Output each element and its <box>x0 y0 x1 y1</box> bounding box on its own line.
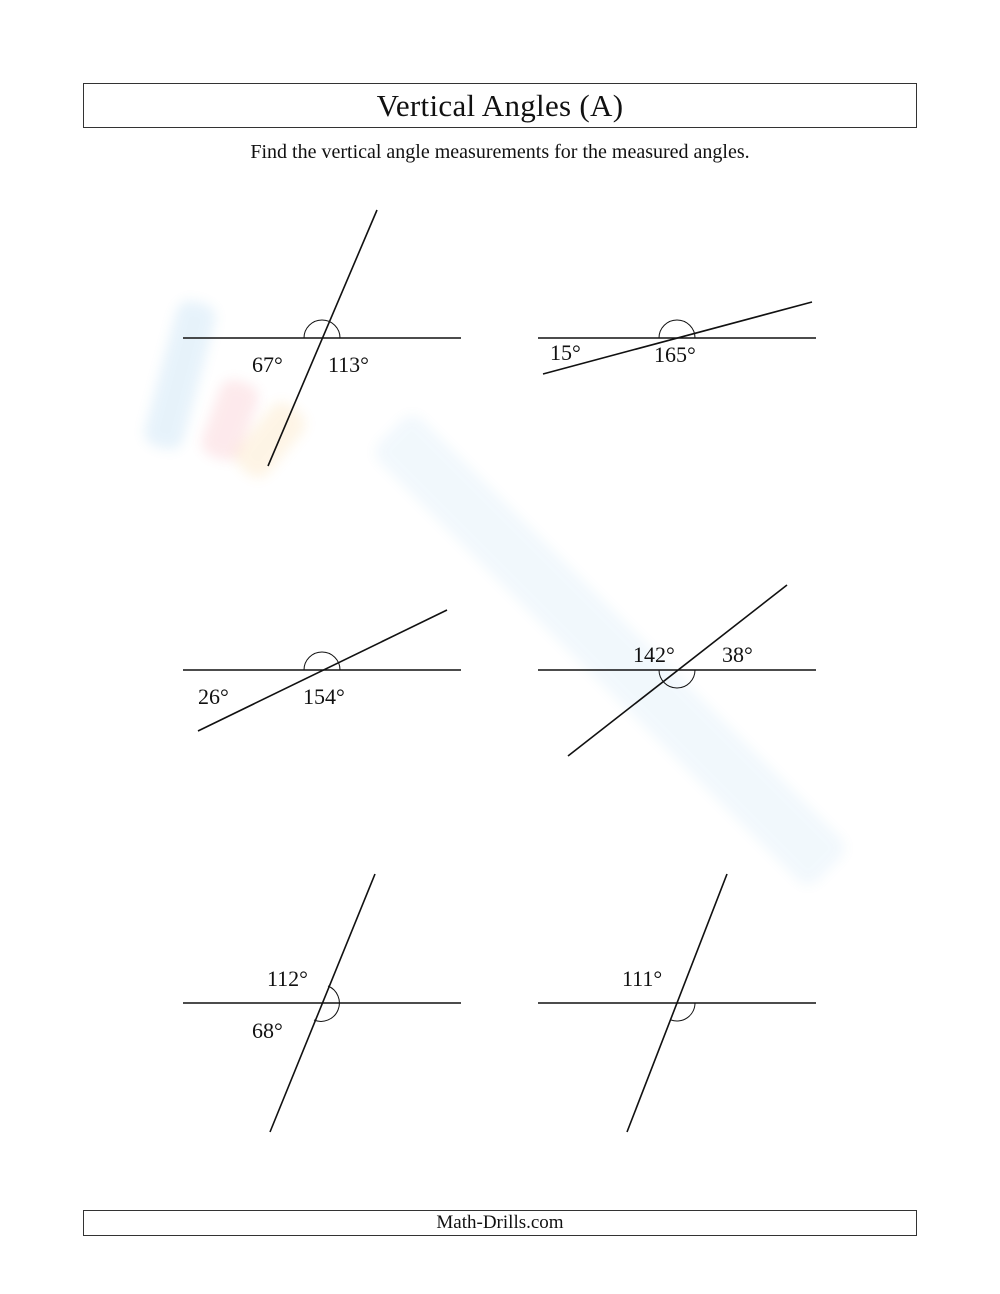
angle-label: 142° <box>633 642 675 667</box>
angle-label: 15° <box>550 340 581 365</box>
angle-label: 67° <box>252 352 283 377</box>
page-title: Vertical Angles (A) <box>376 87 624 123</box>
problem-2 <box>538 302 816 374</box>
problem-1 <box>183 210 461 466</box>
angle-arc <box>304 320 340 338</box>
angle-label: 38° <box>722 642 753 667</box>
angle-label: 111° <box>622 966 663 991</box>
angle-arc <box>659 670 695 688</box>
angle-label: 154° <box>303 684 345 709</box>
angle-label: 26° <box>198 684 229 709</box>
problem-3 <box>183 610 461 731</box>
angle-label: 112° <box>267 966 308 991</box>
angle-label: 165° <box>654 342 696 367</box>
problem-6 <box>538 874 816 1132</box>
problem-4 <box>538 585 816 756</box>
angle-label: 113° <box>328 352 369 377</box>
angle-arc <box>304 652 340 670</box>
footer <box>83 1210 917 1236</box>
angle-label: 68° <box>252 1018 283 1043</box>
angle-arc <box>671 1003 695 1021</box>
problem-5 <box>183 874 461 1132</box>
instructions: Find the vertical angle measurements for the measured angles. <box>250 141 750 163</box>
footer-site: Math-Drills.com <box>436 1212 564 1233</box>
